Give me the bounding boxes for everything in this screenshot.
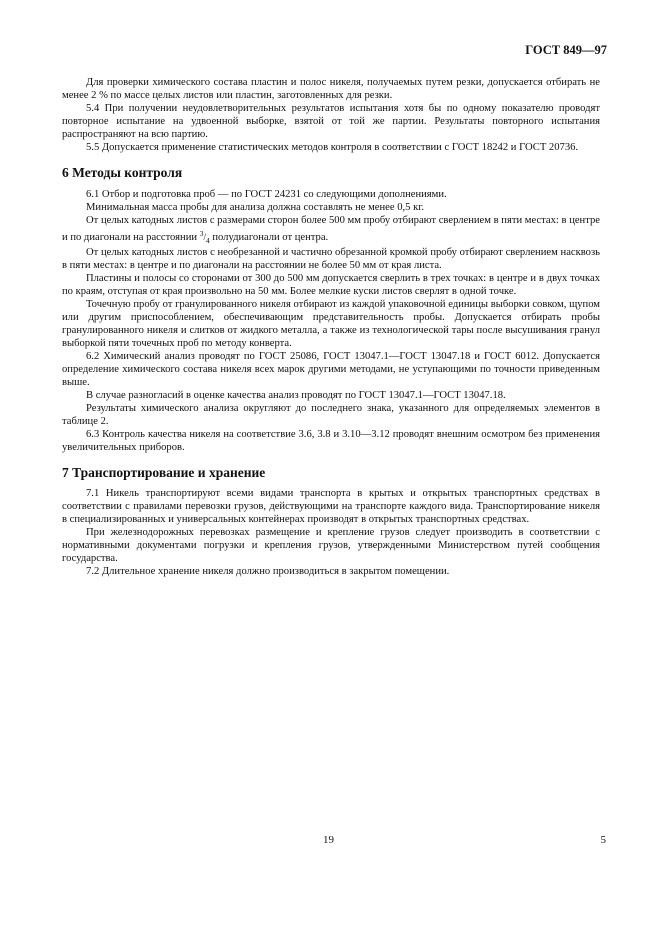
section-7-heading: 7 Транспортирование и хранение [62, 464, 266, 480]
fraction-three-quarters: $^3/_4$ [199, 228, 210, 245]
paragraph-5-4: 5.4 При получении неудовлетворительных результатов испытания хотя бы по одному показателю проводят повторное испытание на удвоенной выборке, взятой от той же партии. Результаты повторного испытания распространяют на всю партию. [62, 102, 600, 140]
fraction-denominator: 4 [205, 235, 210, 245]
paragraph-7-2: 7.2 Длительное хранение никеля должно производиться в закрытом помещении. [86, 566, 450, 578]
text-run: От целых катодных листов с размерами сторон более 500 мм пробу отбирают сверлением в пяти местах: в центре и по диагонали на расстоянии [62, 214, 600, 243]
fraction-numerator: 3 [199, 228, 204, 238]
page-number-right: 5 [600, 834, 606, 846]
paragraph: Точечную пробу от гранулированного никеля отбирают из каждой упаковочной единицы выборки совком, щупом или другим приспособлением, обеспечивающим представительность пробы. Допускается отбирать пробы гранулированного никеля и слитков от жидкого металла, а также из технологической тары после высушивания гранул выборкой пяти точечных проб по методу конверта. [62, 299, 600, 349]
paragraph: Результаты химического анализа округляют до последнего знака, указанного для определяемых элементов в таблице 2. [62, 402, 600, 427]
paragraph: От целых катодных листов с необрезанной и частично обрезанной кромкой пробу отбирают сверлением насквозь в пяти местах: в центре и по диагонали на расстоянии не более 50 мм от края листа. [62, 247, 600, 272]
text-run: полудиагонали от центра. [209, 231, 329, 243]
paragraph: В случае разногласий в оценке качества анализ проводят по ГОСТ 13047.1—ГОСТ 13047.18. [86, 389, 506, 401]
page-number-center: 19 [323, 834, 334, 846]
document-body [62, 77, 600, 579]
paragraph: Для проверки химического состава пластин и полос никеля, получаемых путем резки, допускается отбирать не менее 2 % по массе целых листов или пластин, заготовленных для резки. [62, 77, 600, 101]
paragraph-7-1: 7.1 Никель транспортируют всеми видами транспорта в крытых и открытых транспортных средствах в соответствии с правилами перевозки грузов, действующими на транспорте каждого вида. Транспортирование никеля в специализированных и универсальных контейнерах производят в открытых транспортных средствах. [62, 488, 600, 526]
paragraph: При железнодорожных перевозках размещение и крепление грузов следует производить в соответствии с нормативными документами погрузки и крепления грузов, утвержденными Министерством путей сообщения государства. [62, 527, 600, 565]
paragraph-with-fraction [62, 215, 600, 248]
paragraph-5-5: 5.5 Допускается применение статистических методов контроля в соответствии с ГОСТ 18242 и ГОСТ 20736. [86, 141, 579, 153]
paragraph: Пластины и полосы со сторонами от 300 до 500 мм допускается сверлить в трех точках: в центре и в двух точках по краям, отступая от края произвольно на 50 мм. Более мелкие куски листов сверлят в одной точке. [62, 273, 600, 298]
paragraph-6-2: 6.2 Химический анализ проводят по ГОСТ 25086, ГОСТ 13047.1—ГОСТ 13047.18 и ГОСТ 6012. Допускается определение химического состава никеля всех марок другими методами, не уступающими по точности приведенным выше. [62, 350, 600, 388]
document-code: ГОСТ 849—97 [525, 43, 607, 57]
paragraph-6-3: 6.3 Контроль качества никеля на соответствие 3.6, 3.8 и 3.10—3.12 проводят внешним осмотром без применения увеличительных приборов. [62, 428, 600, 453]
paragraph-6-1: 6.1 Отбор и подготовка проб — по ГОСТ 24231 со следующими дополнениями. [86, 188, 447, 200]
section-6-heading: 6 Методы контроля [62, 164, 183, 180]
paragraph: Минимальная масса пробы для анализа должна составлять не менее 0,5 кг. [86, 201, 425, 213]
